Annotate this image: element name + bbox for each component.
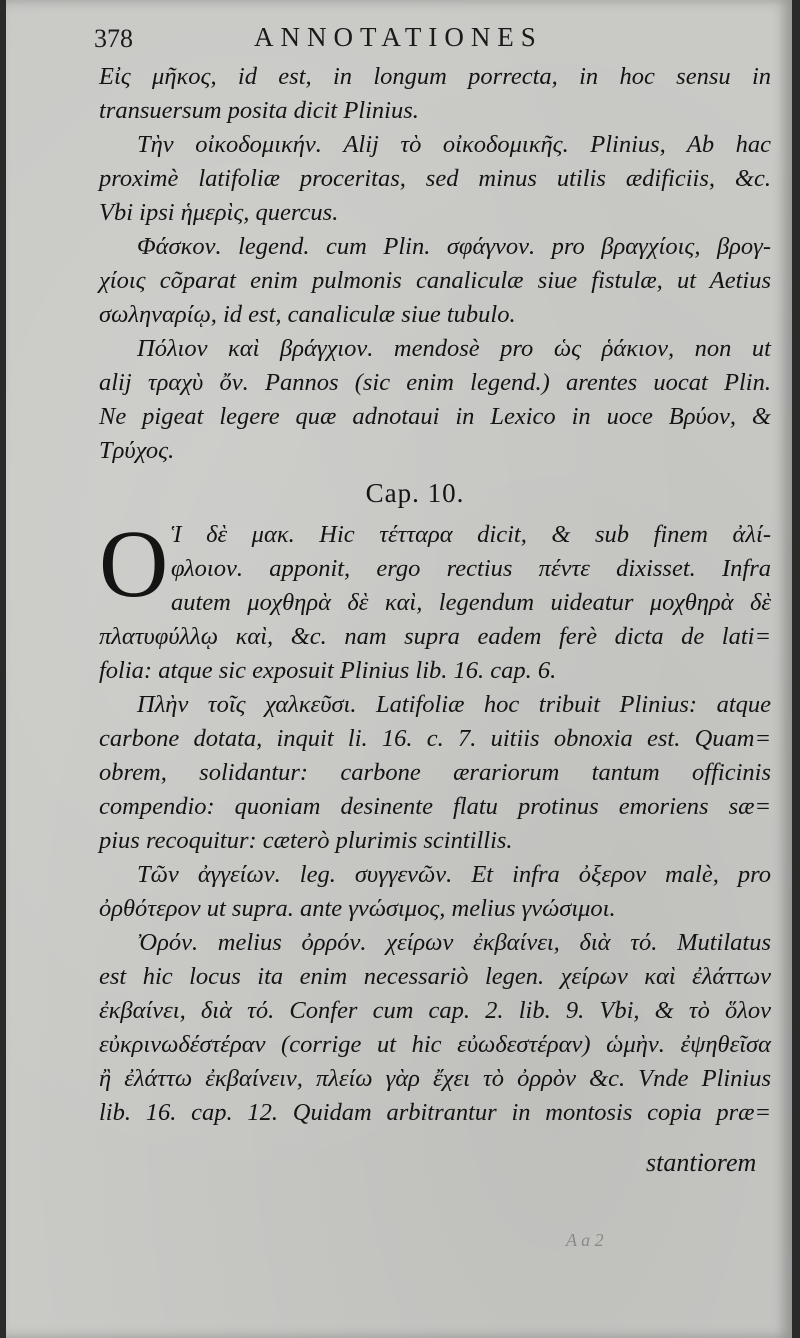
text-line: transuersum posita dicit Plinius. <box>99 97 419 124</box>
paragraph-angeion <box>99 858 771 926</box>
page-number: 378 <box>94 24 133 53</box>
signature-mark: A a 2 <box>566 1230 604 1250</box>
text-line: Τρύχος. <box>99 437 175 464</box>
text-line: compendio: quoniam desinente flatu protinus emoriens sæ= <box>99 793 771 820</box>
body-text <box>99 60 771 1130</box>
chapter-heading: Cap. 10. <box>365 478 465 508</box>
text-line: lib. 16. cap. 12. Quidam arbitrantur in montosis copia præ= <box>99 1099 771 1126</box>
text-line: φλοιον. apponit, ergo rectius πέντε dixisset. Infra <box>171 555 771 582</box>
text-line: Ἱ δὲ μακ. Hic τέτταρα dicit, & sub finem ἀλί- <box>171 521 771 548</box>
text-line: Φάσκον. legend. cum Plin. σφάγνον. pro βραγχίοις, βρογ- <box>137 233 771 260</box>
text-line: ἐκβαίνει, διὰ τό. Confer cum cap. 2. lib. 9. Vbi, & τὸ ὅλον <box>99 997 771 1024</box>
text-line: pius recoquitur: cæterò plurimis scintillis. <box>99 827 513 854</box>
paragraph-chapter-opening <box>99 510 771 688</box>
text-line: Ne pigeat legere quæ adnotaui in Lexico in uoce Βρύον, & <box>99 403 771 430</box>
catchword: stantiorem <box>646 1148 757 1177</box>
text-line: χίοις cõparat enim pulmonis canaliculæ siue fistulæ, ut Aetius <box>99 267 771 294</box>
text-line: folia: atque sic exposuit Plinius lib. 16. cap. 6. <box>99 657 557 684</box>
text-line: ὀρθότερον ut supra. ante γνώσιμος, melius γνώσιμοι. <box>99 895 616 922</box>
text-line: εὐκρινωδέστέραν (corrige ut hic εὐωδεστέραν) ὡμὴν. ἐψηθεῖσα <box>99 1031 771 1058</box>
text-line: Εἰς μῆκος, id est, in longum porrecta, in hoc sensu in <box>99 63 771 90</box>
paragraph-oron <box>99 926 771 1130</box>
paragraph-phaskon <box>99 230 771 332</box>
paragraph-oikodomiken <box>99 128 771 230</box>
text-line: ἢ ἐλάττω ἐκβαίνειν, πλείω γὰρ ἔχει τὸ ὀρρὸν &c. Vnde Plinius <box>99 1065 771 1092</box>
text-line: Τῶν ἀγγείων. leg. συγγενῶν. Et infra ὀξερον malè, pro <box>137 861 771 888</box>
text-line: πλατυφύλλῳ καὶ, &c. nam supra eadem ferè dicta de lati= <box>99 623 771 650</box>
text-line: Τὴν οἰκοδομικήν. Alij τὸ οἰκοδομικῆς. Plinius, Ab hac <box>137 131 771 158</box>
book-page <box>6 0 792 1338</box>
text-line: Ὀρόν. melius ὀρρόν. χείρων ἐκβαίνει, διὰ τό. Mutilatus <box>137 929 771 956</box>
page-header <box>94 22 774 56</box>
text-line: Πόλιον καὶ βράγχιον. mendosè pro ὡς ῥάκιον, non ut <box>137 335 771 362</box>
paragraph-eis-mekos <box>99 60 771 128</box>
text-line: alij τραχὺ ὄν. Pannos (sic enim legend.) arentes uocat Plin. <box>99 369 771 396</box>
text-line: proximè latifoliæ proceritas, sed minus utilis ædificiis, &c. <box>99 165 771 192</box>
drop-cap: O <box>99 510 169 617</box>
text-line: carbone dotata, inquit li. 16. c. 7. uitiis obnoxia est. Quam= <box>99 725 771 752</box>
paragraph-plen <box>99 688 771 858</box>
text-line: Πλὴν τοῖς χαλκεῦσι. Latifoliæ hoc tribuit Plinius: atque <box>137 691 771 718</box>
text-line: obrem, solidantur: carbone ærariorum tantum officinis <box>99 759 771 786</box>
text-line: Vbi ipsi ἡμερὶς, quercus. <box>99 199 339 226</box>
text-line: autem μοχθηρὰ δὲ καὶ, legendum uideatur μοχθηρὰ δὲ <box>171 589 771 616</box>
running-head: ANNOTATIONES <box>254 22 543 52</box>
text-line: σωληναρίῳ, id est, canaliculæ siue tubulo. <box>99 301 516 328</box>
text-line: est hic locus ita enim necessariò legen. χείρων καὶ ἐλάττων <box>99 963 771 990</box>
paragraph-polion <box>99 332 771 468</box>
